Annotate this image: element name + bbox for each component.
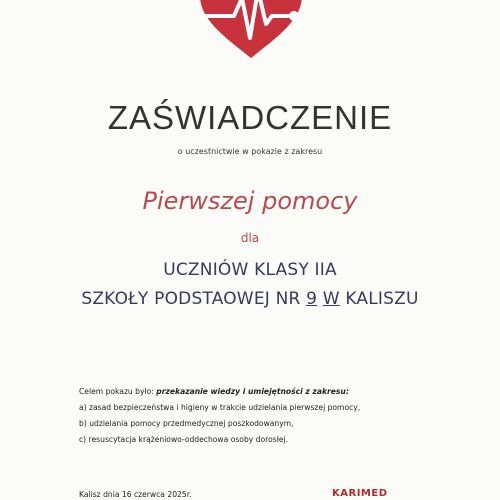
purpose-section bbox=[79, 384, 499, 448]
recipient-line-2-suffix: KALISZU bbox=[339, 289, 419, 309]
recipient-line-2 bbox=[0, 289, 500, 309]
heart-pulse-icon bbox=[196, 0, 306, 60]
for-word: dla bbox=[240, 231, 260, 245]
place-date: Kalisz dnia 16 czerwca 2025r. bbox=[79, 490, 192, 499]
purpose-heading bbox=[79, 384, 499, 400]
recipient-line-1: UCZNIÓW KLASY IIA bbox=[163, 260, 337, 280]
brand-logo-text: KARIMED bbox=[332, 488, 388, 499]
purpose-item: a) zasad bezpieczeństwa i higieny w trakcie udzielania pierwszej pomocy, bbox=[79, 403, 361, 412]
certificate-title: ZAŚWIADCZENIE bbox=[107, 99, 393, 136]
purpose-emphasis: przekazanie wiedzy i umiejętności z zakresu: bbox=[156, 387, 349, 396]
certificate-subtitle: o uczestnictwie w pokazie z zakresu bbox=[177, 147, 323, 156]
purpose-label: Celem pokazu było: bbox=[79, 387, 157, 396]
purpose-item: c) resuscytacja krążeniowo-oddechowa osoby dorosłej. bbox=[79, 435, 289, 444]
heart-logo bbox=[196, 0, 306, 60]
school-number: 9 bbox=[306, 289, 318, 309]
recipient-w: W bbox=[322, 289, 340, 309]
recipient-line-2-prefix: SZKOŁY PODSTAOWEJ NR bbox=[81, 289, 307, 309]
training-topic: Pierwszej pomocy bbox=[142, 187, 358, 215]
purpose-item: b) udzielania pomocy przedmedycznej poszkodowanym, bbox=[79, 419, 294, 428]
